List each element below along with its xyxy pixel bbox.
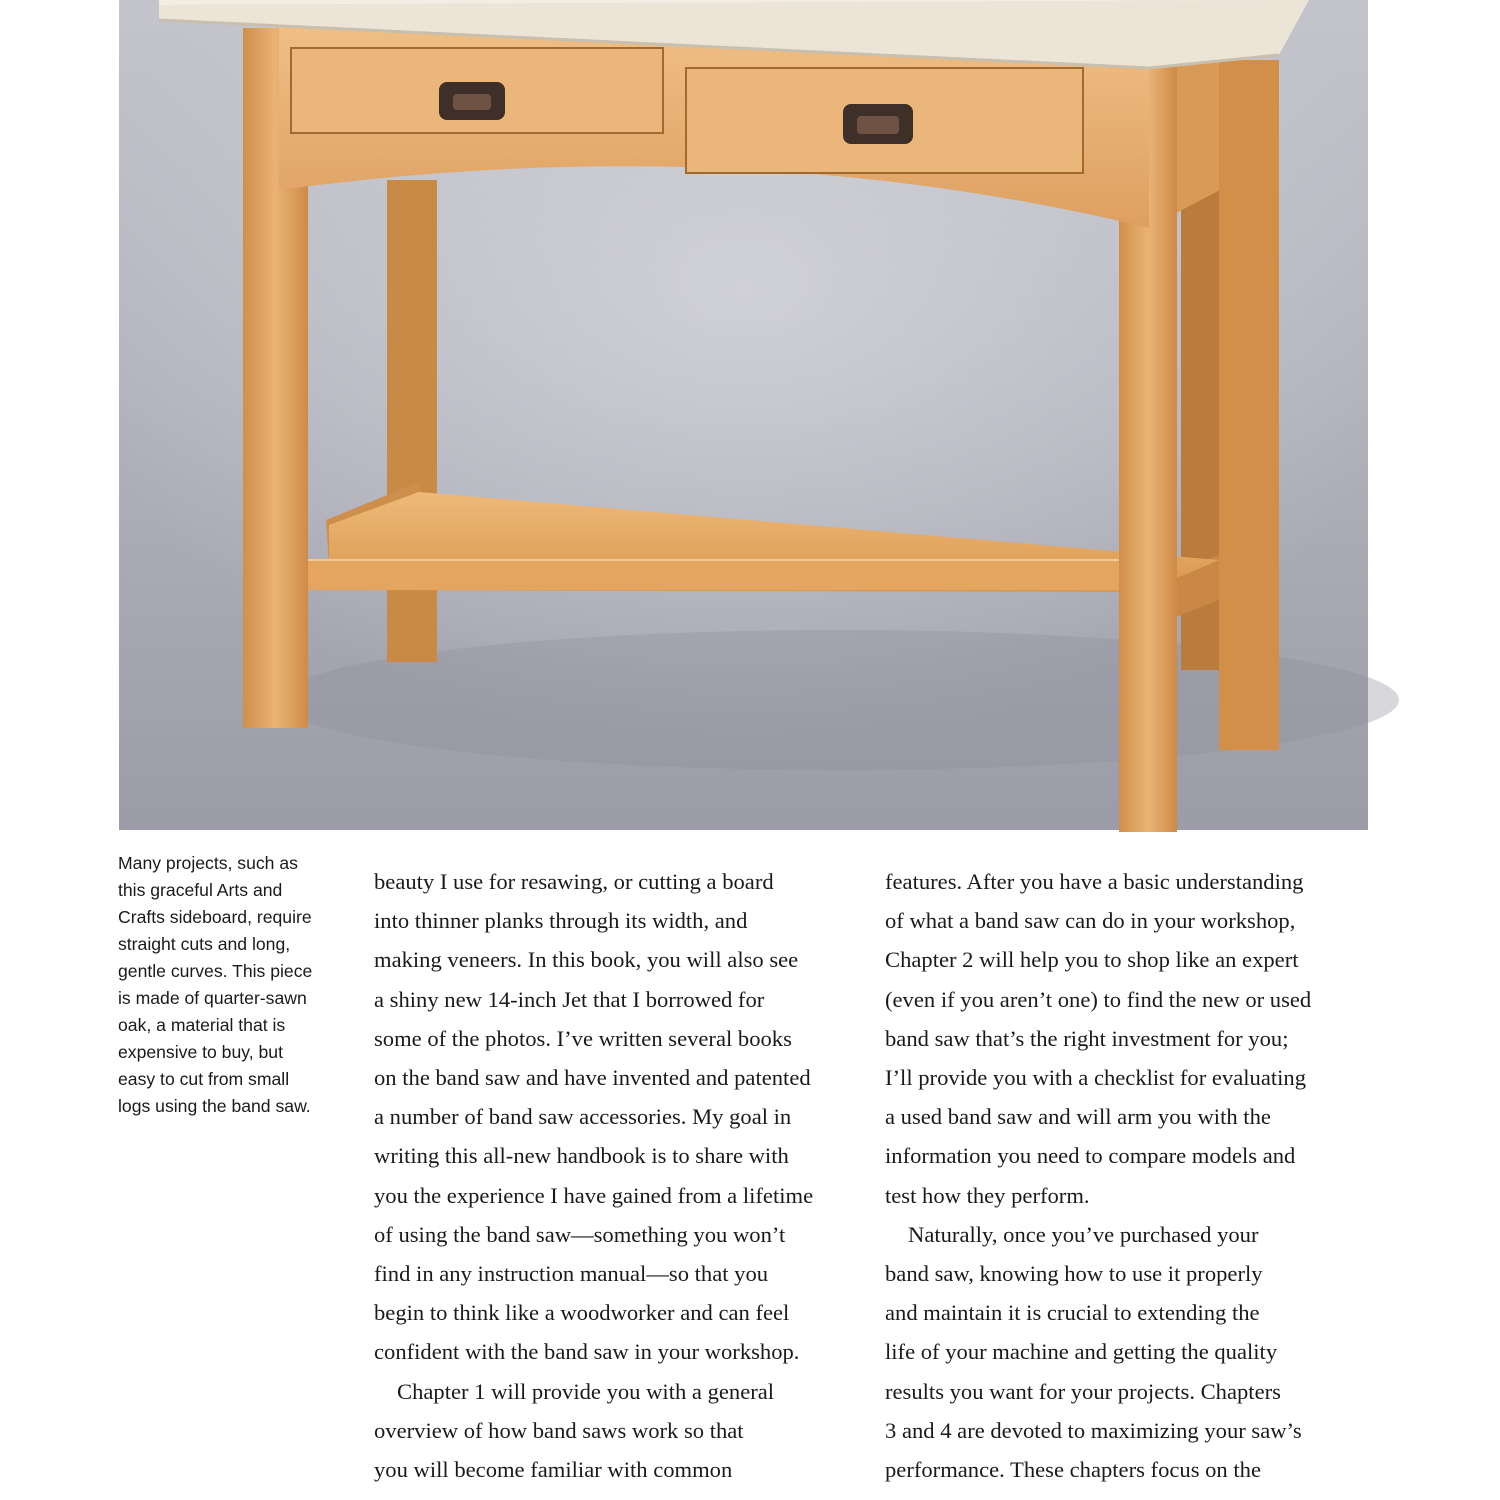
body-line: beauty I use for resawing, or cutting a board — [374, 869, 774, 894]
caption-line: Many projects, such as — [118, 853, 298, 873]
body-line: performance. These chapters focus on the — [885, 1457, 1261, 1483]
body-line: confident with the band saw in your workshop. — [374, 1339, 800, 1365]
body-line: on the band saw and have invented and patented — [374, 1065, 811, 1091]
sideboard-photo — [119, 0, 1476, 830]
body-line: 3 and 4 are devoted to maximizing your saw’s — [885, 1417, 1302, 1443]
caption-line: this graceful Arts and — [118, 880, 283, 900]
body-line: band saw that’s the right investment for you; — [885, 1025, 1289, 1051]
body-line: of what a band saw can do in your workshop, — [885, 908, 1296, 934]
body-line: life of your machine and getting the quality — [885, 1339, 1278, 1365]
caption-line: expensive to buy, but — [118, 1042, 283, 1062]
caption-line: is made of quarter-sawn — [118, 988, 307, 1008]
body-line: find in any instruction manual—so that you — [374, 1261, 769, 1287]
caption-line: logs using the band saw. — [118, 1096, 311, 1116]
body-line: Naturally, once you’ve purchased your — [908, 1221, 1259, 1247]
body-line: Chapter 2 will help you to shop like an expert — [885, 947, 1299, 973]
body-line: I’ll provide you with a checklist for evaluating — [885, 1065, 1306, 1091]
body-line: some of the photos. I’ve written several books — [374, 1025, 792, 1051]
body-column-2 — [885, 862, 1365, 1489]
body-line: overview of how band saws work so that — [374, 1417, 744, 1443]
figure-caption — [118, 850, 350, 1120]
caption-line: straight cuts and long, — [118, 934, 291, 954]
body-line: (even if you aren’t one) to find the new or used — [885, 986, 1312, 1012]
body-line: features. After you have a basic understanding — [885, 869, 1304, 894]
caption-line: gentle curves. This piece — [118, 961, 313, 981]
body-line: and maintain it is crucial to extending the — [885, 1300, 1260, 1326]
body-line: you the experience I have gained from a lifetime — [374, 1182, 814, 1208]
body-line: a shiny new 14-inch Jet that I borrowed for — [374, 986, 765, 1012]
photo-credit: Photo courtesy of the Minnesota Woodworker's Guild — [1464, 561, 1476, 822]
body-line: Chapter 1 will provide you with a general — [397, 1378, 775, 1404]
body-line: begin to think like a woodworker and can feel — [374, 1300, 790, 1326]
caption-line: Crafts sideboard, require — [118, 907, 312, 927]
body-line: a number of band saw accessories. My goal in — [374, 1104, 792, 1130]
body-line: making veneers. In this book, you will also see — [374, 947, 799, 973]
caption-line: oak, a material that is — [118, 1015, 286, 1035]
body-line: information you need to compare models and — [885, 1143, 1296, 1169]
body-line: of using the band saw—something you won’t — [374, 1221, 786, 1247]
body-line: writing this all-new handbook is to share with — [374, 1143, 789, 1169]
caption-line: easy to cut from small — [118, 1069, 290, 1089]
body-line: into thinner planks through its width, and — [374, 908, 748, 934]
body-line: you will become familiar with common — [374, 1457, 733, 1483]
body-line: a used band saw and will arm you with the — [885, 1104, 1271, 1130]
body-line: band saw, knowing how to use it properly — [885, 1261, 1263, 1287]
body-line: results you want for your projects. Chapters — [885, 1378, 1281, 1404]
body-column-1 — [374, 862, 864, 1489]
body-line: test how they perform. — [885, 1182, 1090, 1208]
